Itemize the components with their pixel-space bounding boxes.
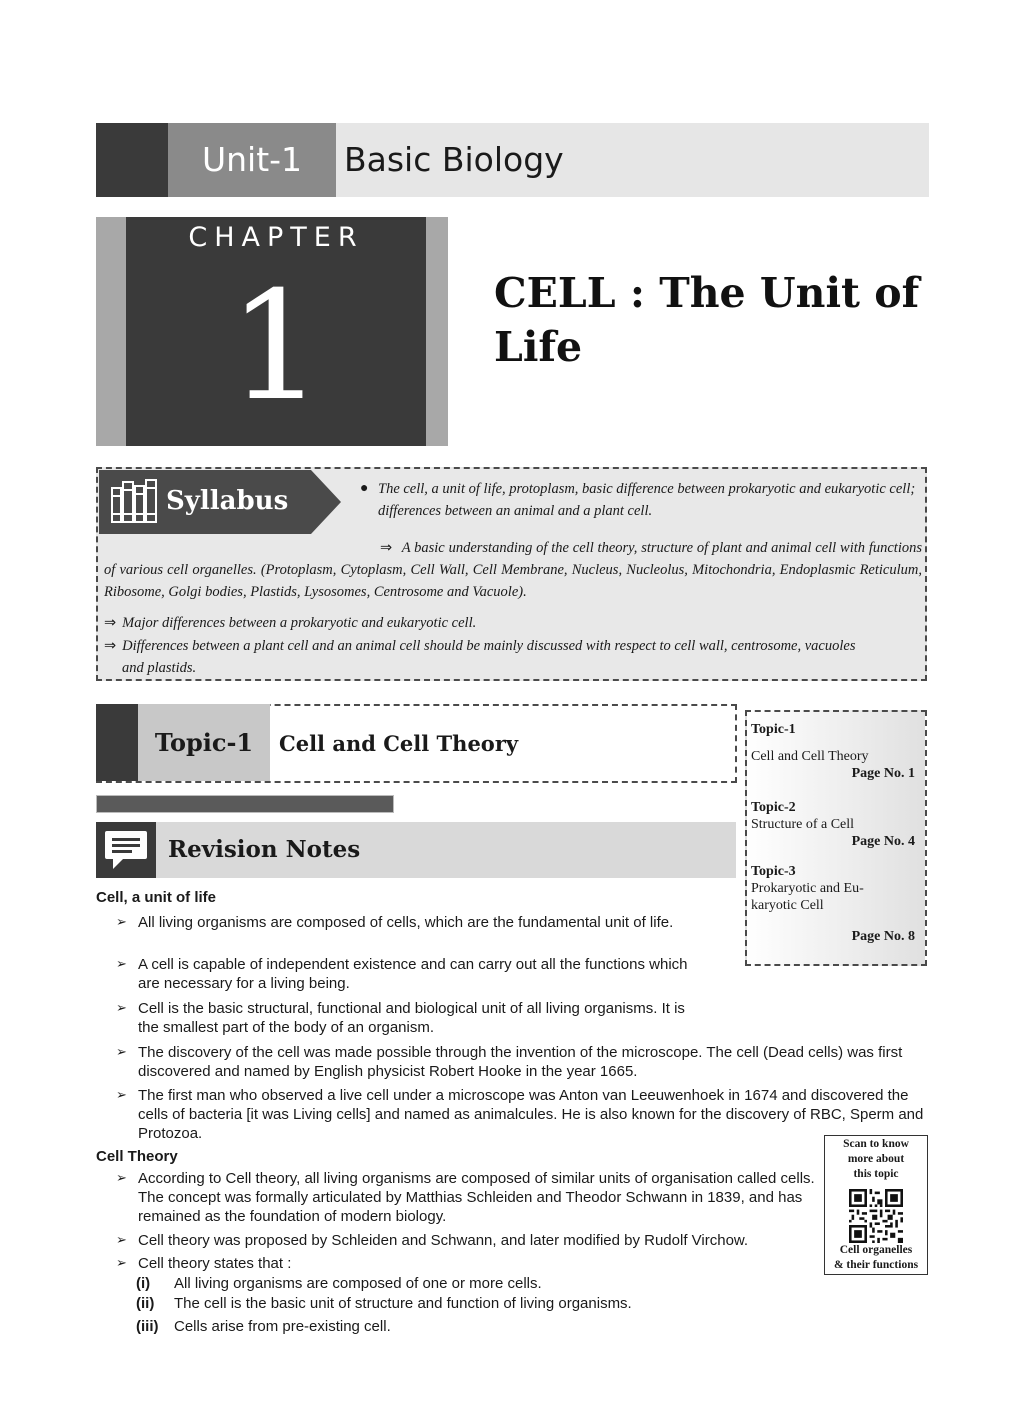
unit-bar-dark-block <box>96 123 168 197</box>
chat-bubble-icon <box>103 828 149 872</box>
topic-title: Cell and Cell Theory <box>279 731 519 756</box>
list-item: According to Cell theory, all living organisms are composed of similar units of organisation called cells. The concept was formally articulated by Matthias Schleiden and Theodor Schwann in 1839, and has remained as the foundation of modern biology. <box>138 1170 815 1225</box>
sub-item: Cells arise from pre-existing cell. <box>174 1318 391 1335</box>
index-topic-3-head: Topic-3 <box>751 864 796 879</box>
bullet-arrow-icon: ➢ <box>116 1171 127 1186</box>
list-item: Cell theory states that : <box>138 1255 292 1272</box>
chapter-number: 1 <box>228 260 324 434</box>
unit-title: Basic Biology <box>344 140 564 179</box>
arrow-icon: ⇒ <box>104 615 117 631</box>
bullet-arrow-icon: ➢ <box>116 1088 127 1103</box>
list-item: The discovery of the cell was made possible through the invention of the microscope. The cell (Dead cells) was first discovered and named by English physicist Robert Hooke in the year 1665. <box>138 1044 903 1080</box>
syllabus-line-4-cont: and plastids. <box>122 660 197 676</box>
qr-code-icon[interactable] <box>849 1189 903 1243</box>
revision-notes-label: Revision Notes <box>168 836 361 863</box>
divider-strip <box>96 795 394 813</box>
index-topic-2-name: Structure of a Cell <box>751 817 855 832</box>
syllabus-line-3-text: Major differences between a prokaryotic and eukaryotic cell. <box>122 615 477 631</box>
qr-caption-top-1: Scan to know <box>843 1138 909 1150</box>
sub-item-number: (i) <box>136 1275 151 1292</box>
qr-caption-bottom-2: & their functions <box>833 1259 919 1271</box>
sub-item-number: (ii) <box>136 1295 155 1312</box>
section-heading-cell-theory: Cell Theory <box>96 1148 178 1165</box>
index-topic-2-head: Topic-2 <box>751 800 796 815</box>
list-item: All living organisms are composed of cells, which are the fundamental unit of life. <box>138 914 674 931</box>
bullet-arrow-icon: ➢ <box>116 1256 127 1271</box>
qr-caption-bottom-1: Cell organelles <box>839 1244 913 1256</box>
qr-caption-top-2: more about <box>847 1153 905 1165</box>
bullet-arrow-icon: ➢ <box>116 1233 127 1248</box>
topic-bar-dark <box>96 704 138 781</box>
syllabus-bullet: ● <box>360 481 369 496</box>
bullet-arrow-icon: ➢ <box>116 1001 127 1016</box>
syllabus-line-1: The cell, a unit of life, protoplasm, basic difference between prokaryotic and eukaryotic cell; differences between an animal and a plant cell. <box>378 481 916 519</box>
syllabus-label: Syllabus <box>166 486 289 516</box>
index-topic-3-page: Page No. 8 <box>851 929 915 944</box>
sub-item: All living organisms are composed of one or more cells. <box>174 1275 542 1292</box>
syllabus-line-4-text: Differences between a plant cell and an animal cell should be mainly discussed with respect to cell wall, centrosome, vacuoles <box>122 638 856 654</box>
bullet-arrow-icon: ➢ <box>116 915 127 930</box>
index-topic-1-head: Topic-1 <box>751 722 796 737</box>
bullet-arrow-icon: ➢ <box>116 957 127 972</box>
section-heading-cell-unit: Cell, a unit of life <box>96 889 217 906</box>
chapter-title: CELL : The Unit of Life <box>494 269 920 371</box>
syllabus-line-2-text: A basic understanding of the cell theory, structure of plant and animal cell with functions of various cell organelles. (Protoplasm, Cytoplasm, Cell Wall, Cell Membrane, Nucleus, Nucleolus, Mitochondria, Endoplasmic Reticulum, Ribosome, Golgi bodies, Plastids, Lysosomes, Centrosome and Vacuole). <box>104 540 922 600</box>
qr-caption-top-3: this topic <box>853 1168 899 1180</box>
unit-label: Unit-1 <box>201 140 303 179</box>
index-topic-1-page: Page No. 1 <box>851 766 915 781</box>
chapter-word: CHAPTER <box>188 222 364 253</box>
index-topic-3-name: Prokaryotic and Eu-karyotic Cell <box>751 881 864 913</box>
arrow-icon: ⇒ <box>380 540 393 556</box>
sub-item-number: (iii) <box>136 1318 159 1335</box>
topic-label: Topic-1 <box>154 728 254 757</box>
syllabus-line-2 <box>104 537 922 603</box>
books-icon <box>110 478 158 526</box>
list-item: A cell is capable of independent existence and can carry out all the functions which are necessary for a living being. <box>138 956 688 992</box>
list-item: Cell is the basic structural, functional and biological unit of all living organisms. It is the smallest part of the body of an organism. <box>138 1000 685 1036</box>
list-item: Cell theory was proposed by Schleiden and Schwann, and later modified by Rudolf Virchow. <box>138 1232 749 1249</box>
sub-item: The cell is the basic unit of structure and function of living organisms. <box>174 1295 632 1312</box>
index-topic-1-name: Cell and Cell Theory <box>751 749 869 764</box>
bullet-arrow-icon: ➢ <box>116 1045 127 1060</box>
arrow-icon: ⇒ <box>104 638 117 654</box>
syllabus-line-3 <box>104 612 922 634</box>
index-topic-2-page: Page No. 4 <box>851 834 915 849</box>
list-item: The first man who observed a live cell under a microscope was Anton van Leeuwenhoek in 1674 and discovered the cells of bacteria [it was Living cells] and named as animalcules. He is also known for the discovery of RBC, Sperm and Protozoa. <box>138 1087 924 1142</box>
syllabus-line-4 <box>104 635 922 679</box>
